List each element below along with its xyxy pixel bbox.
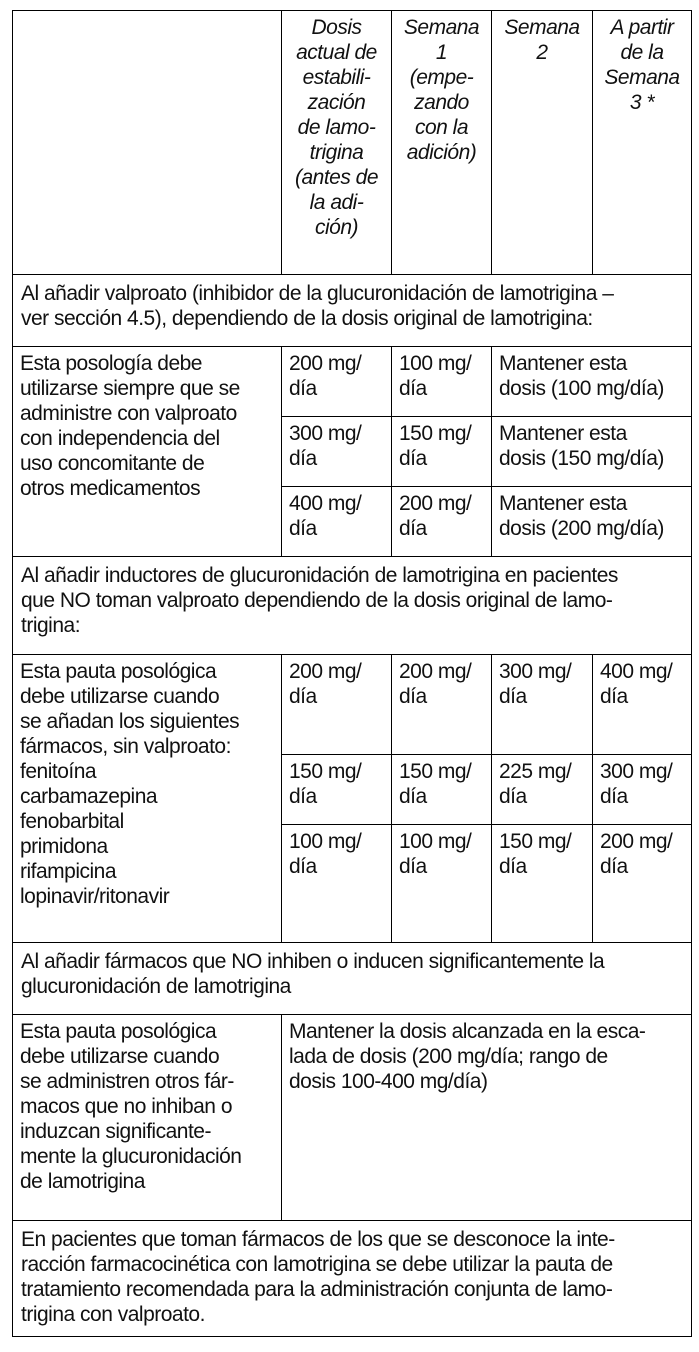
text-line: lopinavir/ritonavir	[20, 885, 170, 908]
section-inducers-description-text	[20, 659, 274, 759]
text-line: fenobarbital	[20, 810, 124, 833]
text-line: 400 mg/	[289, 492, 362, 515]
text-line: induzcan significante-	[20, 1120, 211, 1143]
text-line: ver sección 4.5), dependiendo de la dosis original de lamotrigina:	[21, 307, 593, 330]
section-valproate-title-row	[13, 275, 692, 347]
section-inducers-title	[13, 557, 692, 655]
text-line: día	[399, 517, 427, 540]
text-line: zando	[414, 91, 469, 114]
text-line: 150 mg/	[499, 830, 572, 853]
text-line: 150 mg/	[399, 760, 472, 783]
text-line: macos que no inhiban o	[20, 1095, 232, 1118]
text-line: mente la glucuronidación	[20, 1145, 242, 1168]
text-line: día	[289, 855, 317, 878]
text-line: con independencia del	[20, 427, 220, 450]
text-line: de la	[620, 41, 664, 64]
text-line: Mantener esta	[499, 422, 627, 445]
week3-dose-cell	[593, 825, 692, 943]
text-line: de lamotrigina	[20, 1170, 145, 1193]
text-line: dosis (150 mg/día)	[499, 447, 664, 470]
table-row	[13, 347, 692, 417]
text-line: día	[289, 447, 317, 470]
text-line: 200 mg/	[399, 492, 472, 515]
text-line: de lamo-	[297, 116, 376, 139]
section-neutral-maintain-cell	[282, 1015, 692, 1221]
text-line: rifampicina	[20, 860, 117, 883]
text-line: Semana	[403, 16, 480, 39]
current-dose-cell	[282, 825, 392, 943]
text-line: día	[499, 685, 527, 708]
text-line: día	[499, 785, 527, 808]
text-line: Semana	[504, 16, 580, 39]
footer-note	[13, 1221, 692, 1337]
text-line: racción farmacocinética con lamotrigina se debe utilizar la pauta de	[21, 1253, 613, 1276]
section-inducers-title-row	[13, 557, 692, 655]
text-line: 100 mg/	[289, 830, 362, 853]
text-line: 100 mg/	[399, 830, 472, 853]
maintain-dose-cell	[492, 487, 692, 557]
week1-dose-cell	[392, 417, 492, 487]
section-inducers-description	[13, 655, 282, 943]
text-line: fármacos, sin valproato:	[20, 735, 231, 758]
text-line: actual de	[296, 41, 377, 64]
text-line: que NO toman valproato dependiendo de la dosis original de lamo-	[21, 589, 613, 612]
text-line: día	[399, 785, 427, 808]
text-line: Al añadir inductores de glucuronidación de lamotrigina en pacientes	[21, 564, 618, 587]
maintain-dose-cell	[492, 417, 692, 487]
dosing-table	[12, 10, 692, 1337]
section-neutral-title	[13, 943, 692, 1015]
text-line: 225 mg/	[499, 760, 572, 783]
text-line: Al añadir valproato (inhibidor de la glucuronidación de lamotrigina –	[21, 282, 614, 305]
text-line: 3 *	[629, 91, 655, 114]
text-line: 300 mg/	[600, 760, 673, 783]
current-dose-cell	[282, 487, 392, 557]
week1-dose-cell	[392, 825, 492, 943]
text-line: día	[289, 377, 317, 400]
header-row	[13, 11, 692, 275]
text-line: 200 mg/	[289, 352, 362, 375]
text-line: dosis 100-400 mg/día)	[289, 1070, 488, 1093]
text-line: 200 mg/	[289, 660, 362, 683]
text-line: 1	[435, 41, 448, 64]
text-line: Semana	[604, 66, 680, 89]
text-line: trigina con valproato.	[21, 1303, 205, 1326]
text-line: zación	[307, 91, 366, 114]
week1-dose-cell	[392, 347, 492, 417]
text-line: carbamazepina	[20, 785, 158, 808]
text-line: Esta pauta posológica	[20, 660, 217, 683]
text-line: día	[289, 785, 317, 808]
text-line: estabili-	[302, 66, 371, 89]
text-line: Al añadir fármacos que NO inhiben o inducen significantemente la	[21, 950, 605, 973]
text-line: adición)	[406, 141, 477, 164]
text-line: día	[600, 855, 628, 878]
text-line: Mantener esta	[499, 352, 627, 375]
week3-dose-cell	[593, 755, 692, 825]
text-line: fenitoína	[20, 760, 97, 783]
header-empty-cell	[13, 11, 282, 275]
current-dose-cell	[282, 347, 392, 417]
text-line: primidona	[20, 835, 108, 858]
week2-dose-cell	[492, 825, 593, 943]
text-line: glucuronidación de lamotrigina	[21, 975, 291, 998]
text-line: utilizarse siempre que se	[20, 377, 240, 400]
text-line: 300 mg/	[499, 660, 572, 683]
text-line: día	[399, 447, 427, 470]
text-line: Dosis	[311, 16, 362, 39]
header-week-2	[492, 11, 593, 275]
text-line: debe utilizarse cuando	[20, 685, 220, 708]
section-valproate-title	[13, 275, 692, 347]
text-line: Mantener esta	[499, 492, 627, 515]
text-line: día	[499, 855, 527, 878]
text-line: otros medicamentos	[20, 477, 201, 500]
text-line: debe utilizarse cuando	[20, 1045, 220, 1068]
text-line: día	[289, 685, 317, 708]
text-line: (empe-	[409, 66, 474, 89]
week1-dose-cell	[392, 487, 492, 557]
text-line: se administren otros fár-	[20, 1070, 234, 1093]
section-neutral-title-row	[13, 943, 692, 1015]
text-line: 150 mg/	[399, 422, 472, 445]
section-neutral-description	[13, 1015, 282, 1221]
text-line: 100 mg/	[399, 352, 472, 375]
text-line: trigina:	[21, 614, 81, 637]
text-line: ción)	[314, 216, 359, 239]
text-line: la adi-	[309, 191, 364, 214]
week1-dose-cell	[392, 755, 492, 825]
text-line: A partir	[610, 16, 674, 39]
week2-dose-cell	[492, 655, 593, 755]
current-dose-cell	[282, 755, 392, 825]
text-line: día	[399, 685, 427, 708]
week3-dose-cell	[593, 655, 692, 755]
text-line: día	[289, 517, 317, 540]
maintain-dose-cell	[492, 347, 692, 417]
text-line: día	[399, 377, 427, 400]
week1-dose-cell	[392, 655, 492, 755]
header-week-3-onward	[593, 11, 692, 275]
text-line: día	[600, 685, 628, 708]
text-line: tratamiento recomendada para la administración conjunta de lamo-	[21, 1278, 613, 1301]
inducer-drug-list	[20, 759, 274, 909]
text-line: dosis (100 mg/día)	[499, 377, 664, 400]
text-line: con la	[414, 116, 469, 139]
text-line: 300 mg/	[289, 422, 362, 445]
header-current-dose	[282, 11, 392, 275]
text-line: (antes de	[294, 166, 379, 189]
text-line: trigina	[309, 141, 364, 164]
text-line: 2	[536, 41, 548, 64]
current-dose-cell	[282, 417, 392, 487]
text-line: Esta posología debe	[20, 352, 202, 375]
text-line: administre con valproato	[20, 402, 237, 425]
footer-note-row	[13, 1221, 692, 1337]
text-line: En pacientes que toman fármacos de los que se desconoce la inte-	[21, 1228, 615, 1251]
text-line: día	[399, 855, 427, 878]
table-row	[13, 655, 692, 755]
week2-dose-cell	[492, 755, 593, 825]
text-line: se añadan los siguientes	[20, 710, 240, 733]
current-dose-cell	[282, 655, 392, 755]
text-line: Esta pauta posológica	[20, 1020, 217, 1043]
text-line: Mantener la dosis alcanzada en la esca-	[289, 1020, 646, 1043]
text-line: día	[600, 785, 628, 808]
text-line: dosis (200 mg/día)	[499, 517, 664, 540]
text-line: 400 mg/	[600, 660, 673, 683]
text-line: 150 mg/	[289, 760, 362, 783]
text-line: lada de dosis (200 mg/día; rango de	[289, 1045, 608, 1068]
text-line: 200 mg/	[600, 830, 673, 853]
table-row	[13, 1015, 692, 1221]
header-week-1	[392, 11, 492, 275]
text-line: 200 mg/	[399, 660, 472, 683]
section-valproate-description	[13, 347, 282, 557]
text-line: uso concomitante de	[20, 452, 205, 475]
